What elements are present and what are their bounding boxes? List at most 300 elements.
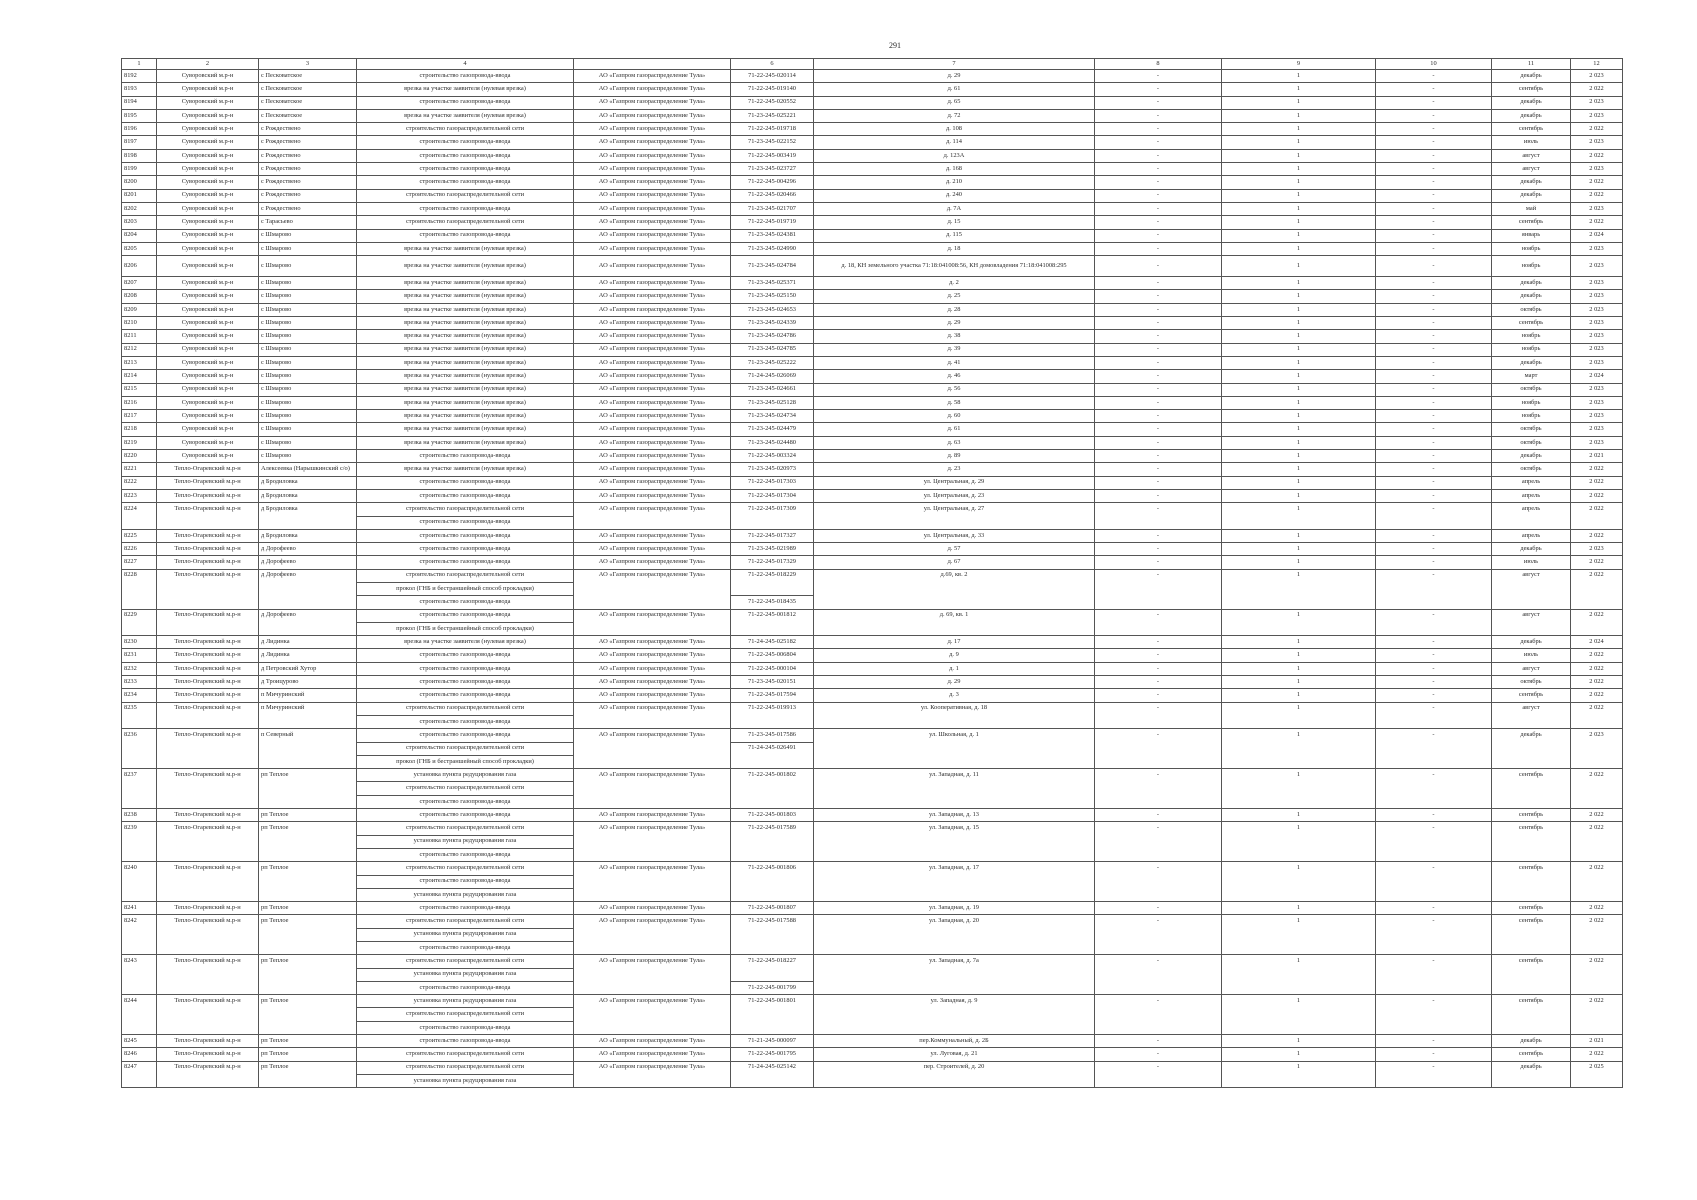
table-cell (731, 715, 814, 728)
table-cell: - (1095, 256, 1222, 277)
table-cell (574, 795, 731, 808)
table-cell: с Песковатское (259, 83, 357, 96)
table-cell: строительство газопровода-ввода (357, 96, 574, 109)
table-cell (122, 968, 157, 981)
table-cell: 8195 (122, 109, 157, 122)
table-cell (157, 795, 259, 808)
table-cell: д. 168 (814, 163, 1095, 176)
table-cell: Суворовский м.р-н (157, 450, 259, 463)
table-cell: 1 (1222, 955, 1376, 968)
table-cell (259, 875, 357, 888)
table-cell: Суворовский м.р-н (157, 149, 259, 162)
table-row (122, 410, 1623, 423)
table-cell: Суворовский м.р-н (157, 202, 259, 215)
table-cell: - (1376, 556, 1492, 569)
table-cell: - (1095, 489, 1222, 502)
table-cell: строительство газораспределительной сети (357, 1008, 574, 1021)
table-cell: - (1095, 277, 1222, 290)
table-cell: Суворовский м.р-н (157, 396, 259, 409)
table-cell: 2 024 (1571, 636, 1623, 649)
table-cell: врезка на участке заявителя (нулевая врезка) (357, 303, 574, 316)
table-cell: пер. Строителей, д. 20 (814, 1061, 1095, 1074)
table-cell: Суворовский м.р-н (157, 303, 259, 316)
table-cell: - (1095, 123, 1222, 136)
table-cell: строительство газопровода-ввода (357, 543, 574, 556)
table-cell (157, 888, 259, 901)
table-cell: 8204 (122, 229, 157, 242)
table-cell (731, 942, 814, 955)
table-cell: строительство газопровода-ввода (357, 809, 574, 822)
table-cell (574, 1008, 731, 1021)
table-cell: ул. Западная, д. 15 (814, 822, 1095, 835)
table-cell: - (1376, 189, 1492, 202)
table-cell: 71-23-245-024480 (731, 436, 814, 449)
table-cell (1376, 848, 1492, 861)
table-cell: ноябрь (1492, 256, 1571, 277)
table-cell: строительство газопровода-ввода (357, 476, 574, 489)
table-cell: - (1376, 149, 1492, 162)
table-cell: врезка на участке заявителя (нулевая врезка) (357, 370, 574, 383)
table-cell: с Шмарово (259, 396, 357, 409)
table-cell: 2 022 (1571, 463, 1623, 476)
column-header: 1 (122, 59, 157, 70)
table-cell: - (1376, 702, 1492, 715)
table-cell: строительство газопровода-ввода (357, 229, 574, 242)
table-cell: ноябрь (1492, 343, 1571, 356)
table-cell: 1 (1222, 915, 1376, 928)
table-cell (814, 755, 1095, 768)
table-cell (157, 848, 259, 861)
table-cell: - (1095, 902, 1222, 915)
table-cell (1222, 742, 1376, 755)
table-cell (1571, 968, 1623, 981)
table-cell: с Шмарово (259, 343, 357, 356)
table-cell (157, 516, 259, 529)
table-cell: - (1095, 176, 1222, 189)
table-cell (574, 755, 731, 768)
table-row (122, 636, 1623, 649)
table-cell: 1 (1222, 1035, 1376, 1048)
table-cell: - (1376, 1035, 1492, 1048)
table-cell (1095, 622, 1222, 635)
table-cell (1571, 742, 1623, 755)
table-cell: декабрь (1492, 450, 1571, 463)
table-cell: АО «Газпром газораспределение Тула» (574, 995, 731, 1008)
table-row (122, 702, 1623, 715)
table-row (122, 968, 1623, 981)
table-cell: ул. Кооперативная, д. 18 (814, 702, 1095, 715)
table-cell: 2 022 (1571, 529, 1623, 542)
table-cell: АО «Газпром газораспределение Тула» (574, 423, 731, 436)
table-cell: 71-22-245-006804 (731, 649, 814, 662)
table-cell (1571, 516, 1623, 529)
table-cell: Суворовский м.р-н (157, 317, 259, 330)
table-cell: установка пункта редуцирования газа (357, 928, 574, 941)
table-cell: Тепло-Огаревский м.р-н (157, 1061, 259, 1074)
table-cell: 71-22-245-018229 (731, 569, 814, 582)
table-cell: 71-23-245-025221 (731, 109, 814, 122)
table-row (122, 216, 1623, 229)
table-cell: - (1376, 70, 1492, 83)
table-cell: АО «Газпром газораспределение Тула» (574, 290, 731, 303)
table-cell (1095, 942, 1222, 955)
table-cell: 8247 (122, 1061, 157, 1074)
table-cell: декабрь (1492, 277, 1571, 290)
table-cell: д Петровский Хутор (259, 662, 357, 675)
table-row (122, 529, 1623, 542)
table-cell (731, 1008, 814, 1021)
table-cell: 1 (1222, 123, 1376, 136)
table-cell: - (1095, 822, 1222, 835)
table-cell: д. 89 (814, 450, 1095, 463)
table-cell: 71-23-245-024990 (731, 242, 814, 255)
table-cell (1095, 1008, 1222, 1021)
table-cell: 1 (1222, 83, 1376, 96)
table-cell: с Рождествено (259, 136, 357, 149)
table-cell (1222, 1021, 1376, 1034)
table-cell (259, 795, 357, 808)
table-cell: 71-23-245-024381 (731, 229, 814, 242)
table-cell (1376, 835, 1492, 848)
table-cell: 2 023 (1571, 343, 1623, 356)
table-row (122, 622, 1623, 635)
table-cell: - (1095, 343, 1222, 356)
table-cell: с Шмарово (259, 370, 357, 383)
table-cell: 8201 (122, 189, 157, 202)
table-cell: - (1095, 1061, 1222, 1074)
table-cell: Тепло-Огаревский м.р-н (157, 955, 259, 968)
table-cell (1376, 795, 1492, 808)
table-cell: Суворовский м.р-н (157, 216, 259, 229)
table-cell: - (1376, 649, 1492, 662)
table-cell: 2 022 (1571, 503, 1623, 516)
table-cell: - (1095, 410, 1222, 423)
table-cell: строительство газораспределительной сети (357, 503, 574, 516)
table-cell (731, 835, 814, 848)
table-cell: с Шмарово (259, 290, 357, 303)
table-cell: с Тарасьево (259, 216, 357, 229)
table-row (122, 809, 1623, 822)
table-row (122, 303, 1623, 316)
table-cell (1571, 1074, 1623, 1087)
table-cell: 8234 (122, 689, 157, 702)
table-row (122, 676, 1623, 689)
table-cell: 8233 (122, 676, 157, 689)
table-row (122, 136, 1623, 149)
table-row (122, 715, 1623, 728)
table-cell: д. 46 (814, 370, 1095, 383)
table-cell: сентябрь (1492, 902, 1571, 915)
table-cell: 2 022 (1571, 809, 1623, 822)
table-cell: АО «Газпром газораспределение Тула» (574, 662, 731, 675)
column-header: 9 (1222, 59, 1376, 70)
table-cell: строительство газопровода-ввода (357, 689, 574, 702)
table-cell: 71-22-245-017303 (731, 476, 814, 489)
table-cell: - (1095, 995, 1222, 1008)
table-cell: АО «Газпром газораспределение Тула» (574, 503, 731, 516)
table-cell: 71-22-245-001801 (731, 995, 814, 1008)
table-cell: врезка на участке заявителя (нулевая врезка) (357, 636, 574, 649)
table-cell: 71-23-245-024479 (731, 423, 814, 436)
table-cell: Суворовский м.р-н (157, 229, 259, 242)
table-cell: АО «Газпром газораспределение Тула» (574, 729, 731, 742)
table-cell: 71-22-245-000104 (731, 662, 814, 675)
table-cell (1222, 835, 1376, 848)
table-cell: 8216 (122, 396, 157, 409)
table-cell: Тепло-Огаревский м.р-н (157, 689, 259, 702)
table-cell (1095, 968, 1222, 981)
table-cell: 71-23-245-024734 (731, 410, 814, 423)
table-row (122, 1021, 1623, 1034)
table-cell: - (1376, 569, 1492, 582)
table-cell: 1 (1222, 649, 1376, 662)
table-cell: - (1376, 277, 1492, 290)
table-cell: октябрь (1492, 463, 1571, 476)
table-cell: - (1376, 450, 1492, 463)
table-cell (731, 1021, 814, 1034)
table-cell: Тепло-Огаревский м.р-н (157, 809, 259, 822)
table-cell: п Северный (259, 729, 357, 742)
table-cell: д. 65 (814, 96, 1095, 109)
table-cell: - (1095, 370, 1222, 383)
table-cell: 8217 (122, 410, 157, 423)
table-cell: декабрь (1492, 1035, 1571, 1048)
table-cell: апрель (1492, 529, 1571, 542)
table-cell: 1 (1222, 450, 1376, 463)
column-header: 4 (357, 59, 574, 70)
table-cell: АО «Газпром газораспределение Тула» (574, 636, 731, 649)
table-cell (814, 1021, 1095, 1034)
table-cell: АО «Газпром газораспределение Тула» (574, 330, 731, 343)
table-cell: 71-22-245-001799 (731, 981, 814, 994)
table-cell (1095, 582, 1222, 595)
table-cell: рп Теплое (259, 822, 357, 835)
table-cell: врезка на участке заявителя (нулевая врезка) (357, 436, 574, 449)
table-cell: 71-23-245-025150 (731, 290, 814, 303)
table-cell: д. 210 (814, 176, 1095, 189)
table-cell: д Бродиловка (259, 529, 357, 542)
table-cell: 71-22-245-020466 (731, 189, 814, 202)
table-cell (814, 516, 1095, 529)
table-cell (814, 742, 1095, 755)
table-cell: декабрь (1492, 176, 1571, 189)
table-cell: прокол (ГНБ и бестраншейный способ прокладки) (357, 582, 574, 595)
table-cell: д. 61 (814, 83, 1095, 96)
table-cell: Суворовский м.р-н (157, 70, 259, 83)
table-cell (814, 582, 1095, 595)
table-cell: строительство газопровода-ввода (357, 176, 574, 189)
table-cell (122, 782, 157, 795)
table-cell: с Шмарово (259, 383, 357, 396)
table-cell (814, 1074, 1095, 1087)
table-cell: - (1376, 955, 1492, 968)
table-cell (814, 715, 1095, 728)
table-cell: 8193 (122, 83, 157, 96)
table-cell: Суворовский м.р-н (157, 136, 259, 149)
table-cell: Суворовский м.р-н (157, 436, 259, 449)
table-cell: 71-22-245-017304 (731, 489, 814, 502)
table-cell: д. 123А (814, 149, 1095, 162)
table-cell: врезка на участке заявителя (нулевая врезка) (357, 383, 574, 396)
table-cell: - (1095, 290, 1222, 303)
table-cell: 71-22-245-017594 (731, 689, 814, 702)
table-cell: АО «Газпром газораспределение Тула» (574, 1061, 731, 1074)
table-cell: 8197 (122, 136, 157, 149)
table-cell: 71-23-245-025128 (731, 396, 814, 409)
table-cell: 2 022 (1571, 216, 1623, 229)
table-cell: строительство газопровода-ввода (357, 649, 574, 662)
table-cell: с Шмарово (259, 410, 357, 423)
table-cell: 71-22-245-019719 (731, 216, 814, 229)
table-cell: 8224 (122, 503, 157, 516)
table-cell: д. 38 (814, 330, 1095, 343)
table-cell: ноябрь (1492, 396, 1571, 409)
table-cell: - (1095, 163, 1222, 176)
table-cell (1571, 715, 1623, 728)
table-cell: март (1492, 370, 1571, 383)
table-row (122, 955, 1623, 968)
table-cell: д. 2 (814, 277, 1095, 290)
table-cell: 8200 (122, 176, 157, 189)
table-cell (1222, 715, 1376, 728)
table-cell: 71-23-245-024785 (731, 343, 814, 356)
table-cell: - (1095, 303, 1222, 316)
table-cell (122, 942, 157, 955)
table-cell: 8244 (122, 995, 157, 1008)
table-row (122, 370, 1623, 383)
table-row (122, 330, 1623, 343)
table-cell: 8198 (122, 149, 157, 162)
table-cell (1222, 782, 1376, 795)
table-cell: декабрь (1492, 1061, 1571, 1074)
table-row (122, 795, 1623, 808)
table-cell: декабрь (1492, 189, 1571, 202)
table-cell: строительство газопровода-ввода (357, 676, 574, 689)
table-row (122, 1008, 1623, 1021)
table-cell: рп Теплое (259, 915, 357, 928)
table-cell: 8192 (122, 70, 157, 83)
table-row (122, 848, 1623, 861)
table-cell (574, 875, 731, 888)
table-cell: строительство газораспределительной сети (357, 915, 574, 928)
table-cell: - (1095, 649, 1222, 662)
table-cell (814, 795, 1095, 808)
table-cell: - (1095, 202, 1222, 215)
table-cell: сентябрь (1492, 955, 1571, 968)
table-cell (814, 848, 1095, 861)
table-row (122, 729, 1623, 742)
table-cell: д Дорофеево (259, 543, 357, 556)
table-cell: 1 (1222, 256, 1376, 277)
table-cell: рп Теплое (259, 1061, 357, 1074)
table-cell: 71-22-245-001807 (731, 902, 814, 915)
table-cell: - (1095, 769, 1222, 782)
table-cell: Суворовский м.р-н (157, 290, 259, 303)
table-cell: Тепло-Огаревский м.р-н (157, 702, 259, 715)
table-cell: с Рождествено (259, 176, 357, 189)
table-cell: - (1095, 330, 1222, 343)
table-cell: Тепло-Огаревский м.р-н (157, 902, 259, 915)
table-cell: рп Теплое (259, 1035, 357, 1048)
table-cell: АО «Газпром газораспределение Тула» (574, 343, 731, 356)
table-cell: 71-22-245-001795 (731, 1048, 814, 1061)
table-cell (157, 928, 259, 941)
table-cell: - (1095, 556, 1222, 569)
table-cell: Суворовский м.р-н (157, 96, 259, 109)
table-cell (574, 582, 731, 595)
table-cell: - (1095, 383, 1222, 396)
table-cell: строительство газораспределительной сети (357, 955, 574, 968)
table-cell (814, 622, 1095, 635)
table-cell: 1 (1222, 662, 1376, 675)
table-cell (1222, 875, 1376, 888)
table-cell: - (1095, 689, 1222, 702)
table-cell: д. 29 (814, 70, 1095, 83)
table-row (122, 476, 1623, 489)
table-cell: прокол (ГНБ и бестраншейный способ прокладки) (357, 755, 574, 768)
table-cell: 1 (1222, 370, 1376, 383)
table-cell: 2 023 (1571, 396, 1623, 409)
table-cell: июль (1492, 556, 1571, 569)
table-cell: 2 022 (1571, 822, 1623, 835)
table-cell (259, 596, 357, 609)
table-cell: 2 022 (1571, 902, 1623, 915)
table-cell: врезка на участке заявителя (нулевая врезка) (357, 256, 574, 277)
table-cell: врезка на участке заявителя (нулевая врезка) (357, 109, 574, 122)
table-cell: АО «Газпром газораспределение Тула» (574, 476, 731, 489)
table-cell: АО «Газпром газораспределение Тула» (574, 609, 731, 622)
table-cell: строительство газопровода-ввода (357, 902, 574, 915)
table-cell (1492, 715, 1571, 728)
table-row (122, 981, 1623, 994)
table-cell: 8230 (122, 636, 157, 649)
table-row (122, 862, 1623, 875)
table-cell (122, 875, 157, 888)
table-row (122, 543, 1623, 556)
table-cell: сентябрь (1492, 769, 1571, 782)
table-row (122, 1074, 1623, 1087)
table-cell: 8225 (122, 529, 157, 542)
table-cell: АО «Газпром газораспределение Тула» (574, 436, 731, 449)
table-cell: д. 23 (814, 463, 1095, 476)
table-cell: 2 022 (1571, 689, 1623, 702)
table-cell (1376, 942, 1492, 955)
table-cell (574, 516, 731, 529)
table-row (122, 769, 1623, 782)
table-cell: Суворовский м.р-н (157, 343, 259, 356)
table-row (122, 649, 1623, 662)
table-row (122, 742, 1623, 755)
table-cell: д Бродиловка (259, 489, 357, 502)
table-cell: октябрь (1492, 383, 1571, 396)
table-cell: АО «Газпром газораспределение Тула» (574, 955, 731, 968)
table-cell (1095, 795, 1222, 808)
table-cell: АО «Газпром газораспределение Тула» (574, 229, 731, 242)
table-cell: 8207 (122, 277, 157, 290)
table-cell: 71-24-245-025182 (731, 636, 814, 649)
table-cell: 71-23-245-022152 (731, 136, 814, 149)
table-cell: 2 023 (1571, 290, 1623, 303)
table-cell: Тепло-Огаревский м.р-н (157, 609, 259, 622)
table-cell (1492, 942, 1571, 955)
table-cell: д. 240 (814, 189, 1095, 202)
table-row (122, 317, 1623, 330)
table-cell: 2 025 (1571, 1061, 1623, 1074)
table-cell: - (1376, 689, 1492, 702)
table-cell: строительство газопровода-ввода (357, 795, 574, 808)
table-cell: - (1095, 529, 1222, 542)
table-cell: АО «Газпром газораспределение Тула» (574, 277, 731, 290)
